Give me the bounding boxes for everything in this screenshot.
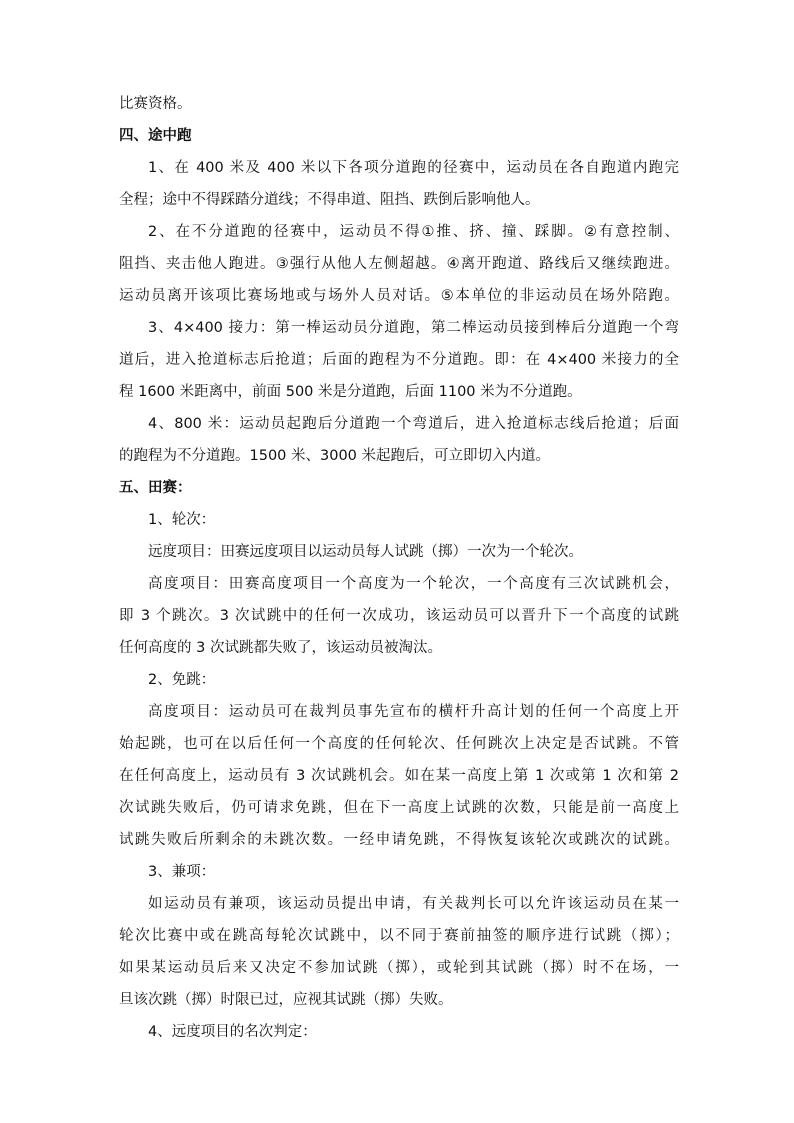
text-line: 2、在不分道跑的径赛中，运动员不得①推、挤、撞、踩脚。②有意控制、 — [148, 224, 679, 240]
text-line: 次试跳失败后，仍可请求免跳，但在下一高度上试跳的次数，只能是前一高度上 — [119, 800, 679, 816]
document-body — [119, 88, 679, 1048]
text-line: 试跳失败后所剩余的未跳次数。一经申请免跳，不得恢复该轮次或跳次的试跳。 — [119, 832, 679, 848]
text-line: 道后，进入抢道标志后抢道；后面的跑程为不分道跑。即：在 4×400 米接力的全 — [119, 352, 679, 368]
text-line: 3、兼项： — [148, 864, 216, 880]
text-line: 1、轮次： — [148, 512, 216, 528]
text-line: 3、4×400 接力：第一棒运动员分道跑，第二棒运动员接到棒后分道跑一个弯 — [148, 320, 679, 336]
text-line: 任何高度的 3 次试跳都失败了，该运动员被淘汰。 — [119, 640, 442, 656]
section-heading: 五、田赛： — [119, 480, 192, 496]
text-line: 高度项目：田赛高度项目一个高度为一个轮次，一个高度有三次试跳机会， — [148, 576, 679, 592]
text-line: 在任何高度上，运动员有 3 次试跳机会。如在某一高度上第 1 次或第 1 次和第 2 — [119, 768, 679, 784]
text-line: 如运动员有兼项，该运动员提出申请，有关裁判长可以允许该运动员在某一 — [148, 896, 679, 912]
section-heading: 四、途中跑 — [119, 128, 192, 144]
text-line: 如果某运动员后来又决定不参加试跳（掷），或轮到其试跳（掷）时不在场，一 — [119, 960, 679, 976]
text-line: 1、在 400 米及 400 米以下各项分道跑的径赛中，运动员在各自跑道内跑完 — [148, 160, 679, 176]
text-line: 比赛资格。 — [119, 96, 192, 112]
text-line: 高度项目：运动员可在裁判员事先宣布的横杆升高计划的任何一个高度上开 — [148, 704, 679, 720]
text-line: 的跑程为不分道跑。1500 米、3000 米起跑后，可立即切入内道。 — [119, 448, 551, 464]
text-line: 始起跳，也可在以后任何一个高度的任何轮次、任何跳次上决定是否试跳。不管 — [119, 736, 679, 752]
text-line: 程 1600 米距离中，前面 500 米是分道跑，后面 1100 米为不分道跑。 — [119, 384, 582, 400]
text-line: 远度项目：田赛远度项目以运动员每人试跳（掷）一次为一个轮次。 — [148, 544, 583, 560]
text-line: 全程；途中不得踩踏分道线；不得串道、阻挡、跌倒后影响他人。 — [119, 192, 540, 208]
text-line: 2、免跳： — [148, 672, 216, 688]
text-line: 即 3 个跳次。3 次试跳中的任何一次成功，该运动员可以晋升下一个高度的试跳 — [119, 608, 679, 624]
text-line: 旦该次跳（掷）时限已过，应视其试跳（掷）失败。 — [119, 992, 453, 1008]
text-line: 4、远度项目的名次判定： — [148, 1024, 317, 1040]
text-line: 阻挡、夹击他人跑进。③强行从他人左侧超越。④离开跑道、路线后又继续跑进。 — [119, 256, 679, 272]
text-line: 4、800 米：运动员起跑后分道跑一个弯道后，进入抢道标志线后抢道；后面 — [148, 416, 679, 432]
text-line: 轮次比赛中或在跳高每轮次试跳中，以不同于赛前抽签的顺序进行试跳（掷）； — [119, 928, 679, 944]
text-line: 运动员离开该项比赛场地或与场外人员对话。⑤本单位的非运动员在场外陪跑。 — [119, 288, 679, 304]
